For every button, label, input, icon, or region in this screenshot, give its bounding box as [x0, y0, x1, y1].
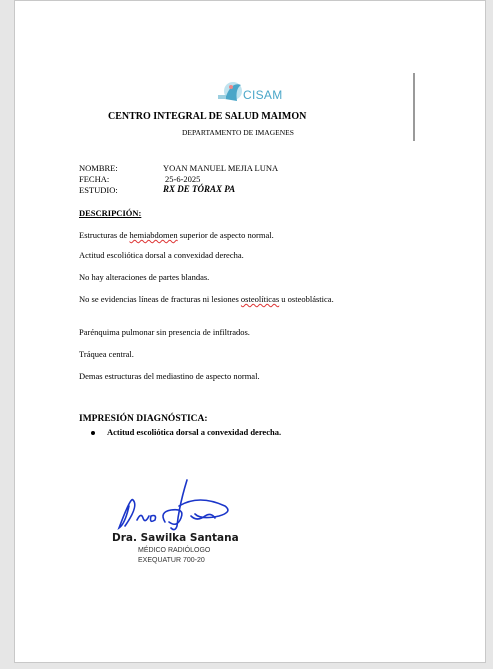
- date-value: 25-6-2025: [165, 174, 201, 184]
- name-value: YOAN MANUEL MEJIA LUNA: [163, 163, 279, 173]
- finding-6: Tráquea central.: [79, 349, 134, 359]
- study-value: RX DE TÓRAX PA: [163, 184, 236, 194]
- finding-7: Demas estructuras del mediastino de aspecto normal.: [79, 371, 260, 381]
- finding-4: [79, 294, 379, 305]
- name-label: NOMBRE:: [79, 163, 118, 173]
- doctor-title: MÉDICO RADIÓLOGO: [138, 547, 211, 554]
- impression-heading: IMPRESIÓN DIAGNÓSTICA:: [79, 414, 208, 424]
- doctor-exequatur: EXEQUATUR 700-20: [138, 557, 205, 564]
- study-label: ESTUDIO:: [79, 185, 118, 195]
- finding-4-text-a: No se evidencias líneas de fracturas ni lesiones: [79, 294, 241, 304]
- finding-1-text-c: superior de aspecto normal.: [177, 230, 274, 240]
- doctor-name: Dra. Sawilka Santana: [112, 532, 239, 544]
- organization-name: CENTRO INTEGRAL DE SALUD MAIMON: [108, 111, 307, 122]
- impression-item: [91, 427, 281, 437]
- finding-3: No hay alteraciones de partes blandas.: [79, 272, 210, 282]
- date-label: FECHA:: [79, 174, 110, 184]
- finding-5: Parénquima pulmonar sin presencia de infiltrados.: [79, 327, 250, 337]
- finding-2: Actitud escoliótica dorsal a convexidad derecha.: [79, 250, 244, 260]
- document-page: [14, 0, 486, 663]
- finding-1-text-b: hemiabdomen: [129, 230, 178, 240]
- bullet-icon: [91, 431, 95, 435]
- finding-4-text-c: u osteoblástica.: [279, 294, 334, 304]
- finding-1: [79, 230, 379, 241]
- finding-4-text-b: osteolíticas: [240, 294, 280, 304]
- margin-line: [413, 73, 415, 141]
- description-heading: DESCRIPCIÓN:: [79, 208, 142, 218]
- impression-item-text: Actitud escoliótica dorsal a convexidad derecha.: [107, 427, 282, 437]
- finding-1-text-a: Estructuras de: [79, 230, 130, 240]
- logo-text: CISAM: [243, 88, 283, 102]
- handwritten-signature-icon: [115, 476, 235, 536]
- department-name: DEPARTAMENTO DE IMAGENES: [182, 128, 294, 137]
